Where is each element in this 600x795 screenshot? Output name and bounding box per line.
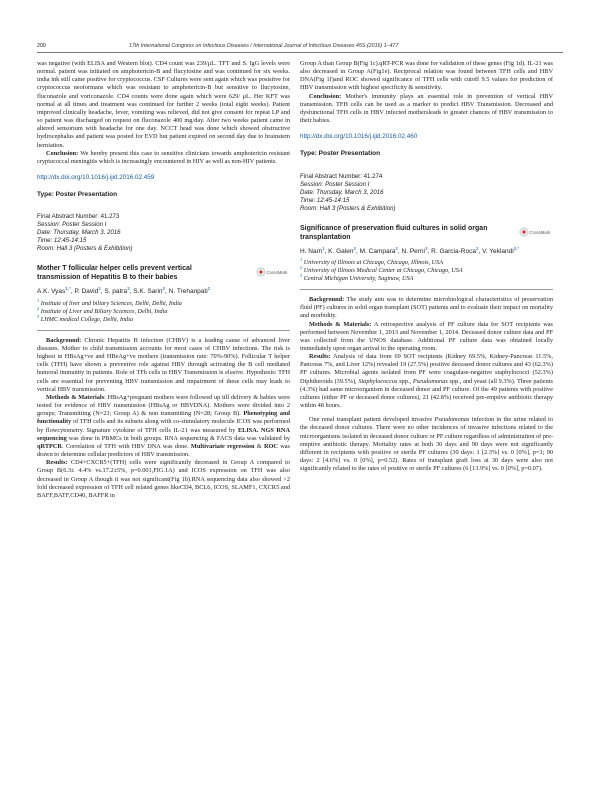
affiliation: $^1$ Institute of liver and biliary Sciences, Delhi, Delhi, India — [37, 297, 182, 307]
author-name: S. patra — [104, 288, 128, 296]
room: Room: Hall 3 (Posters & Exhibition) — [300, 204, 396, 212]
results-paragraph: Results: CD4+CXCR5+(TFH) cells were significantly decreased in Group A compared to Group B(6.3± 4.4% vs.17.2±5%, p=0.001,FIG.1A) and ICOS expression on TFH was also decreased in Group A though it was not significant(Fig 1b).RNA sequencing data also showed >2 fold decreased expression of TFH cell related genes likeCD4, BCL6, ICOS, SLAMF1, CXCR5 and BAFF,BATF,CD40, BAFFR in — [37, 459, 290, 499]
crossmark-icon[interactable] — [519, 226, 551, 238]
session: Session: Poster Session I — [37, 221, 107, 229]
left-column — [37, 60, 290, 500]
page-number: 200 — [37, 43, 46, 49]
author-name: M. Campara — [359, 247, 396, 255]
author-name: A.K. Vyas — [37, 288, 66, 296]
affiliation: $^2$ Institute of Liver and Biliary Sciences, Delhi, India — [37, 305, 168, 315]
author-name: N. Perni — [401, 247, 425, 255]
continued-text: was negative (with ELISA and Western blot). CD4 count was 239/μL. TFT and S. IgG levels were normal. patient was initiated on amphotericin-B and flucytosine and was continued for six weeks. india ink still came positive for cryptococcus. CSF Cultures were sent again which was posisitve for cryptococcus neoformans which was resistant to amphotericin-B but sensitive to flucytosine, fluconazole and voriconazole. CD4 counts were done again which were 629/ μL. Her KFT was normal at all times and treatment was continued for further 2 weeks (total eight weeks). Patient improved clinically headache, fever, vomiting was relieved, did not give consent for repeat LP and so patient was discharged on request on fluconazole 400 mg/day. After two weeks patient came in altered sensorium with headache for one day. NCCT head was done which showed obstructive hydrocephalus and patient was posted for EVD but patient expired on second day due to brainstem herniation. — [37, 60, 290, 149]
svg-text:CrossMark: CrossMark — [529, 229, 551, 235]
affiliation: $^3$ Central Michigan University, Saginaw, USA — [300, 273, 414, 283]
right-column — [300, 60, 553, 473]
affiliations — [300, 259, 553, 283]
svg-text:CrossMark: CrossMark — [266, 270, 288, 276]
divider — [37, 330, 290, 331]
date: Date: Thursday, March 3, 2016 — [300, 188, 384, 196]
background-paragraph: Background: Chronic Hepatitis B infection (CHBV) is a leading cause of advanced liver diseases. Mother to child transmission accounts for most cases of CHBV infections. The risk is highest in HBsAg+ve and HBeAg+ve mothers (transmission rate: 70%-90%). Follicular T helper cells (TFH) have shown a preventive role against HBV through activating the B cell mediated humoral immunity in patients. Role of TFh cells in HBV Transmission is elusive. Hypothesis: TFH cells are essential for preventing HBV transmission and impairment of these cells may leads to vertical HBV transmission. — [37, 336, 290, 393]
conclusion-paragraph: Conclusion: Mother's immunity plays an essential role in prevention of vertical HBV transmission. TFH cells can be used as a marker to predict HBV Transmission. Decreased and dysfunctional TFH cells in HBV infected mothersleads to greater chances of HBV transmission to their babies. — [300, 92, 553, 125]
methods-paragraph: Methods & Materials: A retrospective analysis of PF culture data for SOT recipients was performed between November 1, 2013 and November 1, 2014. Deceased donor culture data and PF was collected from the UNOS database. Additional PF culture data was obtained locally immediately upon organ arrival to the operating room. — [300, 320, 553, 352]
author-name: P. David — [74, 288, 99, 296]
author-affiliation-mark: 3 — [127, 286, 130, 292]
abstract-meta — [37, 213, 290, 253]
doi-link[interactable]: http://dx.doi.org/10.1016/j.ijid.2016.02.460 — [300, 133, 418, 141]
type-line: Type: Poster Presentation — [37, 191, 118, 199]
conclusion-paragraph: Conclusion: We hereby present this case to sensitive clinicians towards amphotericin resistant cryptococcal meningitis which is increasingly encountered in HIV as well as non-HIV patients. — [37, 149, 290, 165]
author-name: N. Trehanpati — [168, 288, 208, 296]
date: Date: Thursday, March 3, 2016 — [37, 229, 121, 237]
affiliations — [37, 297, 290, 324]
author-affiliation-mark: 1,* — [65, 286, 71, 292]
divider — [300, 289, 553, 290]
author-name: R. Garcia-Roca — [431, 247, 476, 255]
author-affiliation-mark: 3 — [425, 245, 428, 251]
time: Time: 12:45-14:15 — [37, 237, 87, 245]
header-rule — [37, 52, 563, 53]
author-list: A.K. Vyas$^{1,*}$, P. David$^2$, S. patra$^3$, S.K. Sarin$^2$, N. Trehanpati$^2$ — [37, 286, 211, 296]
crossmark-icon[interactable] — [256, 266, 288, 278]
affiliation: $^3$ LHMC medical College, Delhi, India — [37, 313, 133, 323]
abstract-number: Final Abstract Number: 41.273 — [37, 213, 120, 221]
author-affiliation-mark: 2 — [207, 286, 211, 292]
author-affiliation-mark: 2 — [98, 286, 101, 292]
type-line: Type: Poster Presentation — [300, 150, 381, 158]
results-paragraph-2: One renal transplant patient developed invasive Pseudomonas infection in the urine related to the deceased donor cultures. There were no other incidences of invasive infections related to the microorganisms isolated in deceased donor culture or PF culture regardless of administration of pre-emptive antibiotic therapy. Mortality rates at both 30 days and 90 days were not significantly different in recipients with positive or sterile PF cultures (30 days: 1 [2.3%] vs. 0 [0%], p=1; 90 days: 2 [4.6%] vs. 0 [0%], p=0.52). Rates of transplant graft loss at 30 days were also not significantly related to the rates of positive or sterile PF cultures (6 [13.9%] vs. 0 [0%], p=0.07). — [300, 416, 553, 473]
article-header — [300, 224, 553, 242]
article-title: Mother T follicular helper cells prevent vertical transmission of Hepatitis B to their babies — [37, 265, 192, 282]
session: Session: Poster Session I — [300, 180, 370, 188]
author-affiliation-mark: 1 — [322, 245, 325, 251]
author-affiliation-mark: 2 — [395, 245, 398, 251]
results-paragraph: Results: Analysis of data from 69 SOT recipients (Kidney 69.5%, Kidney-Pancreas 11.5%, Pancreas 7%, and Liver 12%) revealed 19 (27.5%) positive deceased donor cultures and 43 (62.3%) PF cultures. Microbial agents isolated from PF were coagulase-negative staphylococci (52.3%) Diphtheroids (39.5%), Staphylococcus spp., Pseudomonas spp., and yeast (all 9.3%). Three patients (4.3%) had same microorganism in deceased donor and PF culture. Of the 49 patients with positive cultures (either PF or deceased donor cultures), 21 (42.8%) received pre-emptive antibiotic therapy within 48 hours. — [300, 353, 553, 410]
author-affiliation-mark: 2 — [353, 245, 356, 251]
continued-text: Group A than Group B(Fig 1c).qRT-PCR was done for validation of these genes (Fig 1d). IL-21 was also decreased in Group A(Fig1e). Reciprocal relation was found between TFH cells and HBV DNA(Fig 1f)and ROC showed significance of TFH cells with cutoff 9.5 values for prediction of HBV transmission with highest specificity & sensitivity. — [300, 60, 553, 92]
article-title: Significance of preservation fluid cultures in solid organ transplantation — [300, 224, 488, 241]
doi-link[interactable]: http://dx.doi.org/10.1016/j.ijid.2016.02.459 — [37, 174, 155, 182]
methods-paragraph: Methods & Materials: HBsAg+pregnant mothers were followed up till delivery & babies were tested for evidence of HBV transmission (HBsAg or HBVDNA). Mothers were divided into 2 groups; Transmitting (N=21; Group A) & non transmitting (N=28; Group B). Phenotyping and functionality of TFH cells and its subsets along with co-stimulatory molecule ICOS was performed by flowcytometry. Signature cytokine of TFH cells IL-21 was measured by ELISA. NGS RNA sequencing was done in PBMCs in both groups. RNA sequencing & FACS data was validated by qRTPCR. Correlation of TFH with HBV DNA was done. Multivariate regression & ROC was drawn to determine cellular predictors of HBV transmission. — [37, 393, 291, 459]
author-name: S.K. Sarin — [133, 288, 163, 296]
affiliation: $^2$ University of Illinois Medical Center at Chicago, Chicago, USA — [300, 265, 463, 275]
author-affiliation-mark: 2 — [475, 245, 479, 251]
author-list: H. Nam$^1$, K. Galen$^2$, M. Campara$^2$, N. Perni$^3$, R. Garcia-Roca$^2$, V. Yeklandi$^{2,*}$ — [300, 245, 520, 255]
conclusion-label: Conclusion: — [46, 149, 79, 157]
article-header — [37, 264, 290, 282]
author-affiliation-mark: 2,* — [513, 245, 520, 251]
author-name: V. Yeklandi — [482, 247, 514, 255]
time: Time: 12:45-14:15 — [300, 196, 350, 204]
abstract-number: Final Abstract Number: 41.274 — [300, 172, 383, 180]
author-name: K. Galen — [328, 247, 354, 255]
author-affiliation-mark: 2 — [162, 286, 166, 292]
author-name: H. Nam — [300, 247, 323, 255]
journal-citation: 17th International Congress on Infectious Diseases / International Journal of Infectious Diseases 45S (2016) 1–477 — [129, 43, 399, 49]
abstract-meta — [300, 173, 553, 213]
affiliation: $^1$ University of Illinois at Chicago, Chicago, Illinois, USA — [300, 257, 444, 267]
background-paragraph: Background: The study aim was to determine microbiological characteristics of preservation fluid (PF) cultures in solid organ transplant (SOT) patients and to evaluate their impact on mortality and morbidity. — [300, 296, 553, 320]
room: Room: Hall 3 (Posters & Exhibition) — [37, 245, 133, 253]
